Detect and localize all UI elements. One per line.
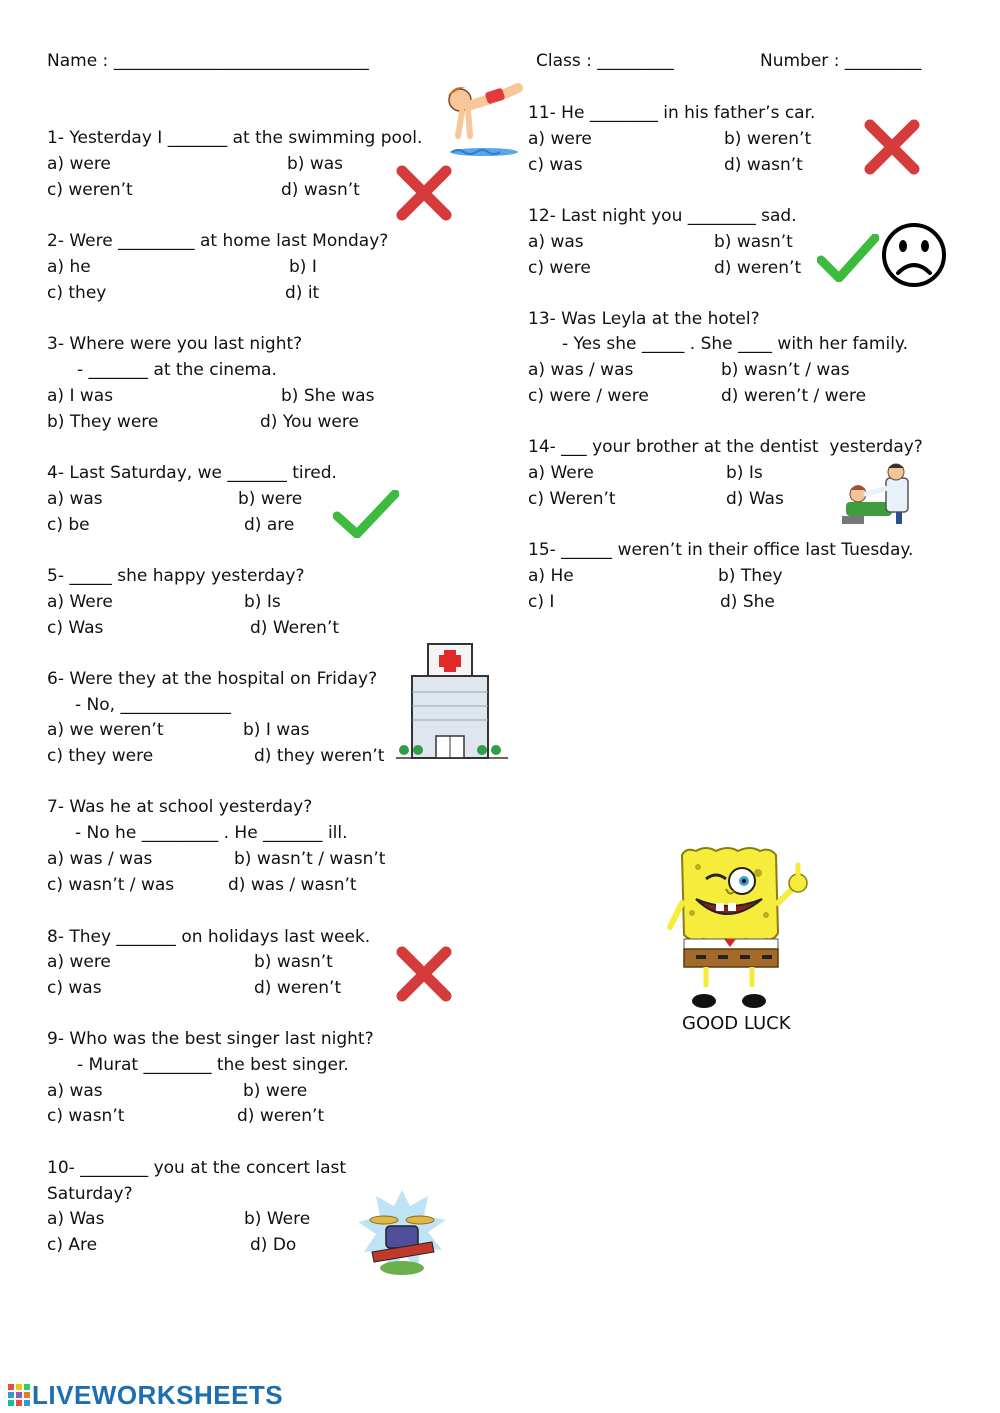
question-11-option-b[interactable]: b) weren’t bbox=[724, 129, 812, 149]
question-14-option-d[interactable]: d) Was bbox=[726, 489, 784, 509]
question-7-subline: - No he _________ . He _______ ill. bbox=[75, 823, 348, 843]
question-10-stem: 10- ________ you at the concert last bbox=[47, 1158, 347, 1178]
good-luck-text: GOOD LUCK bbox=[682, 1013, 791, 1034]
sad-face-icon bbox=[880, 221, 948, 289]
question-14-stem: 14- ___ your brother at the dentist yesterday? bbox=[528, 437, 923, 457]
question-7-option-a[interactable]: a) was / was bbox=[47, 849, 153, 869]
question-4-option-c[interactable]: c) be bbox=[47, 515, 90, 535]
question-2-stem: 2- Were _________ at home last Monday? bbox=[47, 231, 389, 251]
question-12-option-b[interactable]: b) wasn’t bbox=[714, 232, 793, 252]
question-9-option-a[interactable]: a) was bbox=[47, 1081, 103, 1101]
question-9-option-d[interactable]: d) weren’t bbox=[237, 1106, 325, 1126]
name-field[interactable]: Name : ______________________________ bbox=[47, 51, 369, 71]
question-9-option-c[interactable]: c) wasn’t bbox=[47, 1106, 125, 1126]
liveworksheets-logo[interactable] bbox=[8, 1382, 283, 1408]
question-2-option-d[interactable]: d) it bbox=[285, 283, 320, 303]
question-12-option-c[interactable]: c) were bbox=[528, 258, 591, 278]
question-9-subline: - Murat ________ the best singer. bbox=[77, 1055, 349, 1075]
question-8-option-a[interactable]: a) were bbox=[47, 952, 111, 972]
question-3-option-d[interactable]: d) You were bbox=[260, 412, 359, 432]
question-14-option-a[interactable]: a) Were bbox=[528, 463, 594, 483]
question-10-stem-cont: Saturday? bbox=[47, 1184, 133, 1204]
check-mark-icon bbox=[817, 234, 879, 282]
question-11-option-c[interactable]: c) was bbox=[528, 155, 583, 175]
question-4-option-a[interactable]: a) was bbox=[47, 489, 103, 509]
question-12-option-a[interactable]: a) was bbox=[528, 232, 584, 252]
question-9-stem: 9- Who was the best singer last night? bbox=[47, 1029, 374, 1049]
question-5-option-d[interactable]: d) Weren’t bbox=[250, 618, 340, 638]
question-6-option-d[interactable]: d) they weren’t bbox=[254, 746, 385, 766]
hospital-illustration bbox=[396, 640, 508, 762]
check-mark-icon bbox=[333, 490, 399, 538]
question-13-subline: - Yes she _____ . She ____ with her family. bbox=[562, 334, 908, 354]
question-6-option-b[interactable]: b) I was bbox=[243, 720, 310, 740]
cross-mark-icon bbox=[394, 163, 454, 223]
question-8-option-c[interactable]: c) was bbox=[47, 978, 102, 998]
question-2-option-b[interactable]: b) I bbox=[289, 257, 317, 277]
question-12-stem: 12- Last night you ________ sad. bbox=[528, 206, 797, 226]
cross-mark-icon bbox=[862, 117, 922, 177]
question-3-option-a[interactable]: a) I was bbox=[47, 386, 114, 406]
number-field[interactable]: Number : _________ bbox=[760, 51, 922, 71]
question-8-option-b[interactable]: b) wasn’t bbox=[254, 952, 333, 972]
question-5-option-b[interactable]: b) Is bbox=[244, 592, 281, 612]
drum-kit-illustration bbox=[354, 1186, 450, 1282]
question-15-option-a[interactable]: a) He bbox=[528, 566, 574, 586]
question-6-stem: 6- Were they at the hospital on Friday? bbox=[47, 669, 378, 689]
question-10-option-c[interactable]: c) Are bbox=[47, 1235, 98, 1255]
question-1-option-b[interactable]: b) was bbox=[287, 154, 344, 174]
question-11-option-d[interactable]: d) wasn’t bbox=[724, 155, 803, 175]
question-15-option-d[interactable]: d) She bbox=[720, 592, 775, 612]
question-1-option-c[interactable]: c) weren’t bbox=[47, 180, 133, 200]
question-3-stem: 3- Where were you last night? bbox=[47, 334, 303, 354]
question-6-option-a[interactable]: a) we weren’t bbox=[47, 720, 164, 740]
question-13-option-d[interactable]: d) weren’t / were bbox=[721, 386, 867, 406]
question-12-option-d[interactable]: d) weren’t bbox=[714, 258, 802, 278]
question-6-subline: - No, _____________ bbox=[75, 695, 231, 715]
question-6-option-c[interactable]: c) they were bbox=[47, 746, 154, 766]
question-1-option-a[interactable]: a) were bbox=[47, 154, 111, 174]
question-10-option-b[interactable]: b) Were bbox=[244, 1209, 311, 1229]
question-15-option-b[interactable]: b) They bbox=[718, 566, 783, 586]
question-7-option-d[interactable]: d) was / wasn’t bbox=[228, 875, 357, 895]
question-10-option-a[interactable]: a) Was bbox=[47, 1209, 105, 1229]
question-13-stem: 13- Was Leyla at the hotel? bbox=[528, 309, 760, 329]
cross-mark-icon bbox=[394, 944, 454, 1004]
question-4-option-d[interactable]: d) are bbox=[244, 515, 295, 535]
question-3-option-b[interactable]: b) She was bbox=[281, 386, 375, 406]
question-3-option-c[interactable]: b) They were bbox=[47, 412, 159, 432]
question-13-option-c[interactable]: c) were / were bbox=[528, 386, 649, 406]
logo-text: LIVEWORKSHEETS bbox=[32, 1380, 284, 1410]
question-1-stem: 1- Yesterday I _______ at the swimming pool. bbox=[47, 128, 423, 148]
dentist-illustration bbox=[836, 460, 920, 528]
question-3-subline: - _______ at the cinema. bbox=[77, 360, 277, 380]
question-10-option-d[interactable]: d) Do bbox=[250, 1235, 297, 1255]
question-13-option-b[interactable]: b) wasn’t / was bbox=[721, 360, 850, 380]
logo-grid-icon bbox=[8, 1384, 30, 1406]
question-5-option-a[interactable]: a) Were bbox=[47, 592, 113, 612]
question-2-option-c[interactable]: c) they bbox=[47, 283, 107, 303]
question-5-stem: 5- _____ she happy yesterday? bbox=[47, 566, 305, 586]
spongebob-illustration bbox=[666, 843, 814, 1009]
question-15-stem: 15- ______ weren’t in their office last Tuesday. bbox=[528, 540, 914, 560]
question-2-option-a[interactable]: a) he bbox=[47, 257, 91, 277]
question-14-option-b[interactable]: b) Is bbox=[726, 463, 763, 483]
question-7-option-b[interactable]: b) wasn’t / wasn’t bbox=[234, 849, 386, 869]
question-13-option-a[interactable]: a) was / was bbox=[528, 360, 634, 380]
question-9-option-b[interactable]: b) were bbox=[243, 1081, 308, 1101]
question-15-option-c[interactable]: c) I bbox=[528, 592, 555, 612]
question-8-option-d[interactable]: d) weren’t bbox=[254, 978, 342, 998]
question-1-option-d[interactable]: d) wasn’t bbox=[281, 180, 360, 200]
question-11-stem: 11- He ________ in his father’s car. bbox=[528, 103, 816, 123]
question-14-option-c[interactable]: c) Weren’t bbox=[528, 489, 616, 509]
question-8-stem: 8- They _______ on holidays last week. bbox=[47, 927, 371, 947]
question-7-option-c[interactable]: c) wasn’t / was bbox=[47, 875, 175, 895]
question-4-stem: 4- Last Saturday, we _______ tired. bbox=[47, 463, 337, 483]
question-7-stem: 7- Was he at school yesterday? bbox=[47, 797, 313, 817]
question-4-option-b[interactable]: b) were bbox=[238, 489, 303, 509]
class-field[interactable]: Class : _________ bbox=[536, 51, 674, 71]
swimmer-illustration bbox=[438, 78, 532, 160]
question-11-option-a[interactable]: a) were bbox=[528, 129, 592, 149]
question-5-option-c[interactable]: c) Was bbox=[47, 618, 104, 638]
